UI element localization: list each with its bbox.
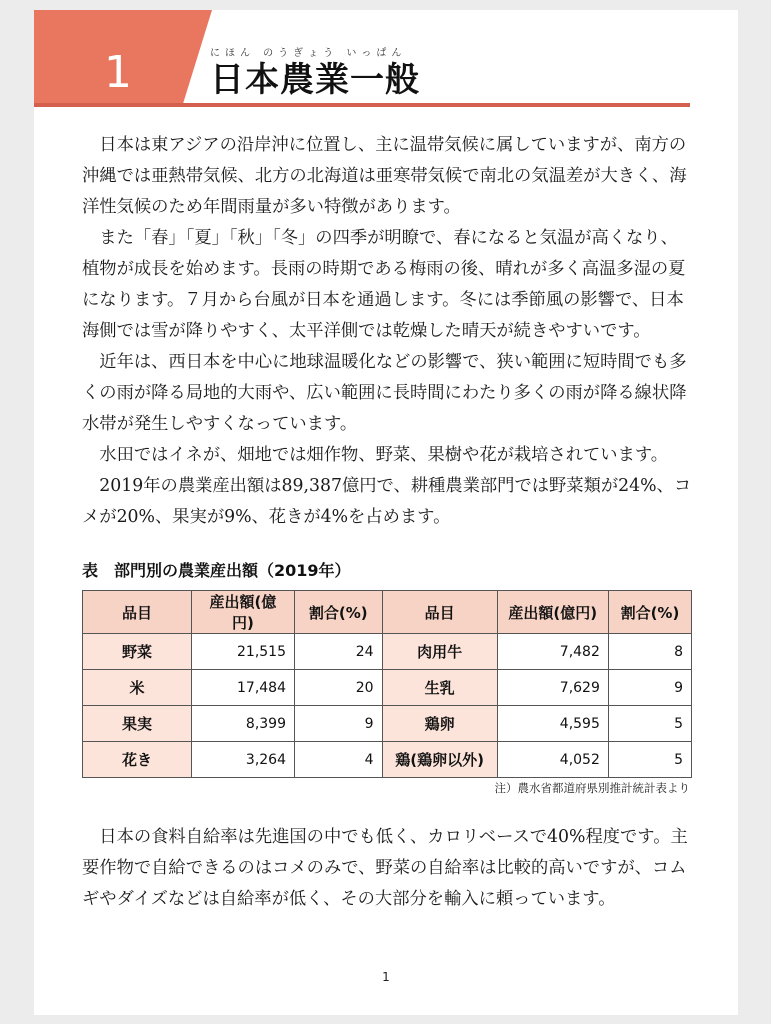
title-underline [34, 103, 690, 107]
table-row [83, 670, 692, 706]
title-ruby: にほん のうぎょう いっぱん [210, 48, 407, 59]
share-cell: 9 [608, 670, 691, 706]
output-cell: 21,515 [191, 634, 294, 670]
paragraph-5: 2019年の農業産出額は89,387億円で、耕種農業部門では野菜類が24%、コメが20%、果実が9%、花きが4%を占めます。 [82, 476, 692, 527]
output-cell: 7,482 [497, 634, 608, 670]
closing-paragraph: 日本の食料自給率は先進国の中でも低く、カロリベースで40%程度です。主要作物で自給できるのはコメのみで、野菜の自給率は比較的高いですが、コムギやダイズなどは自給率が低く、その大部分を輸入に頼っています。 [82, 827, 688, 909]
output-cell: 4,595 [497, 706, 608, 742]
table-row [83, 706, 692, 742]
body-text [82, 130, 694, 533]
document-page [34, 10, 738, 1015]
share-cell: 4 [295, 742, 383, 778]
output-cell: 7,629 [497, 670, 608, 706]
col-header-output: 産出額(億円) [191, 591, 294, 634]
col-header-share-2: 割合(%) [608, 591, 691, 634]
table-header-row [83, 591, 692, 634]
output-cell: 8,399 [191, 706, 294, 742]
item-cell: 果実 [83, 706, 192, 742]
col-header-share: 割合(%) [295, 591, 383, 634]
item-cell: 鶏(鶏卵以外) [382, 742, 497, 778]
share-cell: 9 [295, 706, 383, 742]
share-cell: 24 [295, 634, 383, 670]
closing-text [82, 822, 694, 915]
item-cell: 肉用牛 [382, 634, 497, 670]
item-cell: 米 [83, 670, 192, 706]
page-title: 日本農業一般 [210, 60, 420, 100]
table-row [83, 742, 692, 778]
share-cell: 8 [608, 634, 691, 670]
share-cell: 20 [295, 670, 383, 706]
agriculture-output-table [82, 590, 692, 778]
item-cell: 鶏卵 [382, 706, 497, 742]
table-caption: 表 部門別の農業産出額（2019年） [82, 561, 351, 580]
paragraph-3: 近年は、西日本を中心に地球温暖化などの影響で、狭い範囲に短時間でも多くの雨が降る局地的大雨や、広い範囲に長時間にわたり多くの雨が降る線状降水帯が発生しやすくなっています。 [82, 352, 687, 434]
output-cell: 17,484 [191, 670, 294, 706]
table-row [83, 634, 692, 670]
col-header-output-2: 産出額(億円) [497, 591, 608, 634]
chapter-number: 1 [104, 47, 132, 98]
item-cell: 野菜 [83, 634, 192, 670]
paragraph-1: 日本は東アジアの沿岸沖に位置し、主に温帯気候に属していますが、南方の沖縄では亜熱帯気候、北方の北海道は亜寒帯気候で南北の気温差が大きく、海洋性気候のため年間雨量が多い特徴があります。 [82, 135, 687, 217]
output-cell: 4,052 [497, 742, 608, 778]
table-source-note: 注）農水省都道府県別推計統計表より [494, 781, 690, 795]
paragraph-2: また「春」「夏」「秋」「冬」の四季が明瞭で、春になると気温が高くなり、植物が成長を始めます。長雨の時期である梅雨の後、晴れが多く高温多湿の夏になります。７月から台風が日本を通過します。冬には季節風の影響で、日本海側では雪が降りやすく、太平洋側では乾燥した晴天が続きやすいです。 [82, 228, 686, 341]
item-cell: 花き [83, 742, 192, 778]
col-header-item: 品目 [83, 591, 192, 634]
page-number: 1 [382, 970, 390, 984]
paragraph-4: 水田ではイネが、畑地では畑作物、野菜、果樹や花が栽培されています。 [99, 445, 669, 465]
output-cell: 3,264 [191, 742, 294, 778]
share-cell: 5 [608, 742, 691, 778]
item-cell: 生乳 [382, 670, 497, 706]
share-cell: 5 [608, 706, 691, 742]
col-header-item-2: 品目 [382, 591, 497, 634]
